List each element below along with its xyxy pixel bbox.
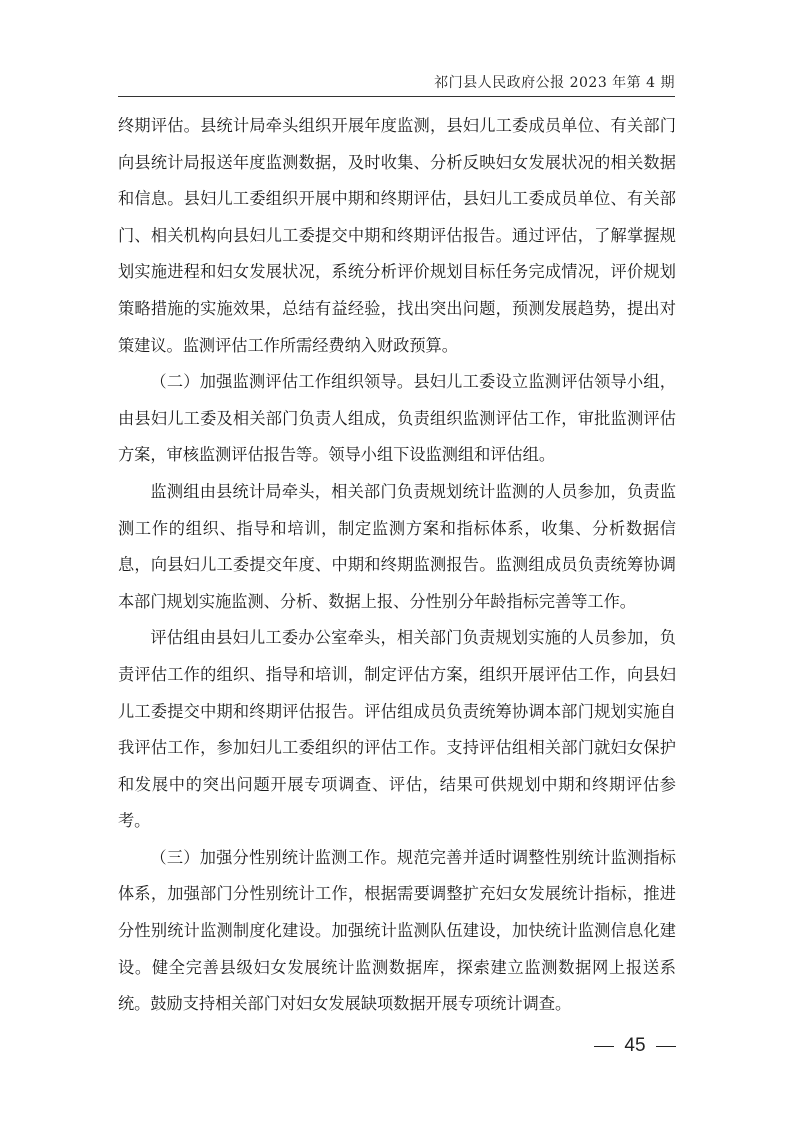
header-divider	[118, 96, 675, 97]
paragraph-section-3: （三）加强分性别统计监测工作。规范完善并适时调整性别统计监测指标体系，加强部门分性别统计工作，根据需要调整扩充妇女发展统计指标，推进分性别统计监测制度化建设。加强统计监测队伍建设，加快统计监测信息化建设。健全完善县级妇女发展统计监测数据库，探索建立监测数据网上报送系统。鼓励支持相关部门对妇女发展缺项数据开展专项统计调查。	[118, 847, 676, 1014]
page-number: 45	[624, 1035, 646, 1056]
footer-dash-right	[656, 1046, 676, 1047]
body-text	[118, 108, 676, 1023]
paragraph-section-2: （二）加强监测评估工作组织领导。县妇儿工委设立监测评估领导小组，由县妇儿工委及相关部门负责人组成，负责组织监测评估工作，审批监测评估方案，审核监测评估报告等。领导小组下设监测组和评估组。	[118, 372, 676, 465]
paragraph-evaluation-group: 评估组由县妇儿工委办公室牵头，相关部门负责规划实施的人员参加，负责评估工作的组织、指导和培训，制定评估方案，组织开展评估工作，向县妇儿工委提交中期和终期评估报告。评估组成员负责统筹协调本部门规划实施自我评估工作，参加妇儿工委组织的评估工作。支持评估组相关部门就妇女保护和发展中的突出问题开展专项调查、评估，结果可供规划中期和终期评估参考。	[118, 628, 676, 831]
page-footer	[594, 1035, 676, 1057]
paragraph-monitoring-group: 监测组由县统计局牵头，相关部门负责规划统计监测的人员参加，负责监测工作的组织、指导和培训，制定监测方案和指标体系，收集、分析数据信息，向县妇儿工委提交年度、中期和终期监测报告。监测组成员负责统筹协调本部门规划实施监测、分析、数据上报、分性别分年龄指标完善等工作。	[118, 481, 676, 611]
paragraph-continued: 终期评估。县统计局牵头组织开展年度监测，县妇儿工委成员单位、有关部门向县统计局报送年度监测数据，及时收集、分析反映妇女发展状况的相关数据和信息。县妇儿工委组织开展中期和终期评估，县妇儿工委成员单位、有关部门、相关机构向县妇儿工委提交中期和终期评估报告。通过评估，了解掌握规划实施进程和妇女发展状况，系统分析评价规划目标任务完成情况，评价规划策略措施的实施效果，总结有益经验，找出突出问题，预测发展趋势，提出对策建议。监测评估工作所需经费纳入财政预算。	[118, 116, 676, 355]
running-header: 祁门县人民政府公报 2023 年第 4 期	[434, 75, 675, 91]
footer-dash-left	[594, 1046, 614, 1047]
